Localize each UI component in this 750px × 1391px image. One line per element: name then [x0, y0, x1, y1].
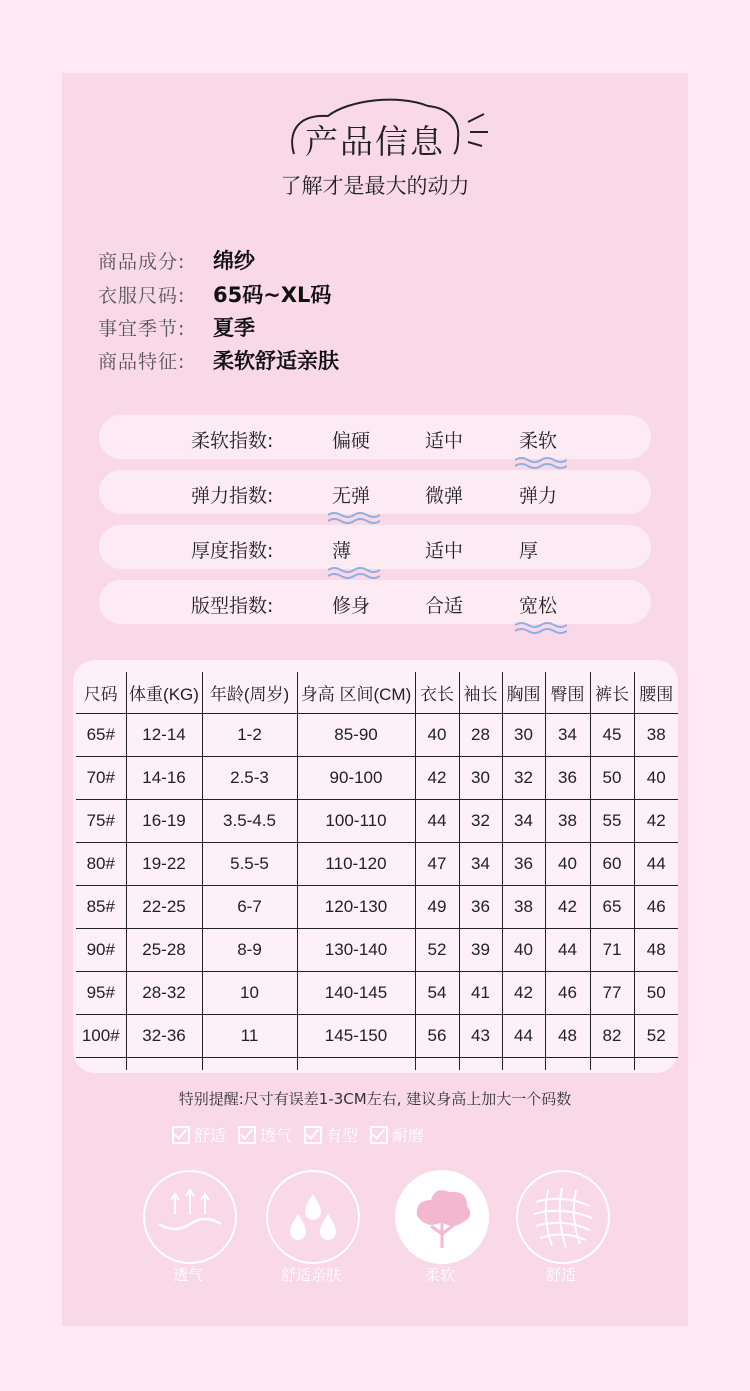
table-cell: 34 [545, 714, 590, 757]
table-cell: 11 [202, 1015, 297, 1058]
fabric-weave-icon [516, 1170, 610, 1264]
breathable-icon [143, 1170, 237, 1264]
info-row-season [98, 312, 255, 342]
table-cell: 22-25 [126, 886, 202, 929]
table-cell: 42 [545, 886, 590, 929]
table-header-cell: 身高 区间(CM) [297, 672, 415, 714]
cotton-tree-icon [395, 1170, 489, 1264]
table-cell: 56 [415, 1015, 459, 1058]
page-subtitle: 了解才是最大的动力 [280, 174, 470, 198]
table-cell: 70# [76, 757, 126, 800]
table-cell: 49 [415, 886, 459, 929]
table-cell: 145-150 [297, 1015, 415, 1058]
table-cell: 82 [590, 1015, 634, 1058]
info-row-material [98, 245, 255, 275]
feature-tag: 耐磨 [370, 1123, 424, 1146]
table-cell: 32 [502, 757, 545, 800]
info-label: 商品成分: [98, 250, 186, 273]
table-cell: 30 [502, 714, 545, 757]
table-cell: 45 [590, 714, 634, 757]
table-cell: 30 [459, 757, 502, 800]
index-option: 偏硬 [332, 430, 371, 452]
table-row [76, 757, 678, 800]
table-cell: 25-28 [126, 929, 202, 972]
table-cell: 38 [502, 886, 545, 929]
table-header-cell: 尺码 [76, 672, 126, 714]
info-label: 商品特征: [98, 350, 186, 373]
table-cell: 44 [415, 800, 459, 843]
table-cell: 77 [590, 972, 634, 1015]
table-cell: 85-90 [297, 714, 415, 757]
page-title: 产品信息 [305, 122, 445, 161]
softness-index [99, 415, 651, 459]
table-cell: 2.5-3 [202, 757, 297, 800]
index-option-selected: 薄 [332, 536, 351, 563]
table-cell: 38 [634, 714, 678, 757]
index-label: 厚度指数: [191, 540, 274, 562]
water-drops-icon [266, 1170, 360, 1264]
table-cell: 52 [634, 1015, 678, 1058]
index-option: 适中 [425, 430, 464, 452]
table-cell: 80# [76, 843, 126, 886]
table-cell: 19-22 [126, 843, 202, 886]
table-cell: 44 [634, 843, 678, 886]
feature-tags [172, 1123, 424, 1146]
info-value: 夏季 [213, 316, 255, 340]
icon-label: 透气 [172, 1266, 203, 1284]
table-cell: 130-140 [297, 929, 415, 972]
index-option: 弹力 [519, 485, 558, 507]
table-row [76, 929, 678, 972]
table-cell: 36 [459, 886, 502, 929]
table-cell: 42 [415, 757, 459, 800]
wave-underline-icon [328, 566, 380, 580]
wave-underline-icon [515, 621, 567, 635]
table-cell: 28-32 [126, 972, 202, 1015]
table-cell: 47 [415, 843, 459, 886]
table-cell: 16-19 [126, 800, 202, 843]
table-cell: 43 [459, 1015, 502, 1058]
info-value: 绵纱 [213, 249, 255, 273]
table-cell: 3.5-4.5 [202, 800, 297, 843]
table-cell: 42 [634, 800, 678, 843]
table-cell: 90-100 [297, 757, 415, 800]
table-cell: 110-120 [297, 843, 415, 886]
table-cell: 39 [459, 929, 502, 972]
table-cell: 12-14 [126, 714, 202, 757]
table-cell: 34 [502, 800, 545, 843]
table-cell: 8-9 [202, 929, 297, 972]
table-cell: 50 [634, 972, 678, 1015]
table-cell: 120-130 [297, 886, 415, 929]
table-cell: 71 [590, 929, 634, 972]
icon-label: 舒适 [545, 1266, 576, 1284]
size-table [76, 672, 678, 1070]
table-row [76, 886, 678, 929]
table-header-cell: 体重(KG) [126, 672, 202, 714]
index-label: 柔软指数: [191, 430, 274, 452]
table-header-cell: 臀围 [545, 672, 590, 714]
table-cell: 5.5-5 [202, 843, 297, 886]
index-option: 厚 [519, 540, 539, 562]
feature-tag: 有型 [304, 1123, 358, 1146]
fit-index [99, 580, 651, 624]
table-cell: 10 [202, 972, 297, 1015]
feature-tag: 舒适 [172, 1123, 226, 1146]
table-header-cell: 衣长 [415, 672, 459, 714]
index-option-selected: 无弹 [332, 481, 370, 508]
table-cell: 46 [545, 972, 590, 1015]
table-cell: 75# [76, 800, 126, 843]
table-row [76, 714, 678, 757]
table-cell: 1-2 [202, 714, 297, 757]
index-label: 版型指数: [191, 595, 274, 617]
table-cell: 41 [459, 972, 502, 1015]
table-cell: 90# [76, 929, 126, 972]
table-cell: 65 [590, 886, 634, 929]
table-header-cell: 袖长 [459, 672, 502, 714]
table-cell: 40 [545, 843, 590, 886]
table-cell: 100-110 [297, 800, 415, 843]
table-cell: 36 [502, 843, 545, 886]
index-option: 适中 [425, 540, 464, 562]
table-header-cell: 年龄(周岁) [202, 672, 297, 714]
info-row-size [98, 279, 331, 309]
table-cell: 65# [76, 714, 126, 757]
checkbox-icon [172, 1126, 190, 1144]
table-cell: 48 [545, 1015, 590, 1058]
table-tail-row [76, 1058, 678, 1071]
table-row [76, 843, 678, 886]
table-cell: 40 [634, 757, 678, 800]
info-value: 柔软舒适亲肤 [213, 349, 339, 373]
table-cell: 40 [502, 929, 545, 972]
table-cell: 140-145 [297, 972, 415, 1015]
checkbox-icon [304, 1126, 322, 1144]
table-cell: 32-36 [126, 1015, 202, 1058]
wave-underline-icon [515, 456, 567, 470]
wave-underline-icon [328, 511, 380, 525]
table-cell: 55 [590, 800, 634, 843]
table-cell: 48 [634, 929, 678, 972]
table-header-cell: 胸围 [502, 672, 545, 714]
table-cell: 40 [415, 714, 459, 757]
table-cell: 44 [545, 929, 590, 972]
table-cell: 50 [590, 757, 634, 800]
icon-label: 舒适亲肤 [280, 1266, 341, 1284]
size-reminder-note: 特别提醒:尺寸有误差1-3CM左右, 建议身高上加大一个码数 [178, 1090, 572, 1108]
table-cell: 100# [76, 1015, 126, 1058]
table-row [76, 800, 678, 843]
table-cell: 38 [545, 800, 590, 843]
elasticity-index [99, 470, 651, 514]
table-row [76, 972, 678, 1015]
table-cell: 46 [634, 886, 678, 929]
table-cell: 14-16 [126, 757, 202, 800]
table-cell: 95# [76, 972, 126, 1015]
table-cell: 44 [502, 1015, 545, 1058]
checkbox-icon [238, 1126, 256, 1144]
index-option: 修身 [332, 595, 371, 617]
index-option-selected: 柔软 [519, 426, 557, 453]
table-row [76, 1015, 678, 1058]
info-row-feature [98, 345, 339, 375]
table-cell: 54 [415, 972, 459, 1015]
table-cell: 28 [459, 714, 502, 757]
index-option: 微弹 [425, 485, 464, 507]
table-header-cell: 腰围 [634, 672, 678, 714]
checkbox-icon [370, 1126, 388, 1144]
index-option: 合适 [425, 595, 464, 617]
table-cell: 60 [590, 843, 634, 886]
table-cell: 52 [415, 929, 459, 972]
info-label: 衣服尺码: [98, 284, 186, 307]
info-label: 事宜季节: [98, 317, 186, 340]
table-cell: 85# [76, 886, 126, 929]
index-label: 弹力指数: [191, 485, 274, 507]
table-header-cell: 裤长 [590, 672, 634, 714]
thickness-index [99, 525, 651, 569]
table-cell: 42 [502, 972, 545, 1015]
info-value: 65码~XL码 [213, 283, 332, 307]
table-cell: 36 [545, 757, 590, 800]
table-header-row [76, 672, 678, 714]
index-option-selected: 宽松 [519, 591, 557, 618]
table-cell: 6-7 [202, 886, 297, 929]
table-cell: 32 [459, 800, 502, 843]
table-cell: 34 [459, 843, 502, 886]
feature-tag: 透气 [238, 1123, 292, 1146]
icon-label: 柔软 [424, 1266, 455, 1284]
